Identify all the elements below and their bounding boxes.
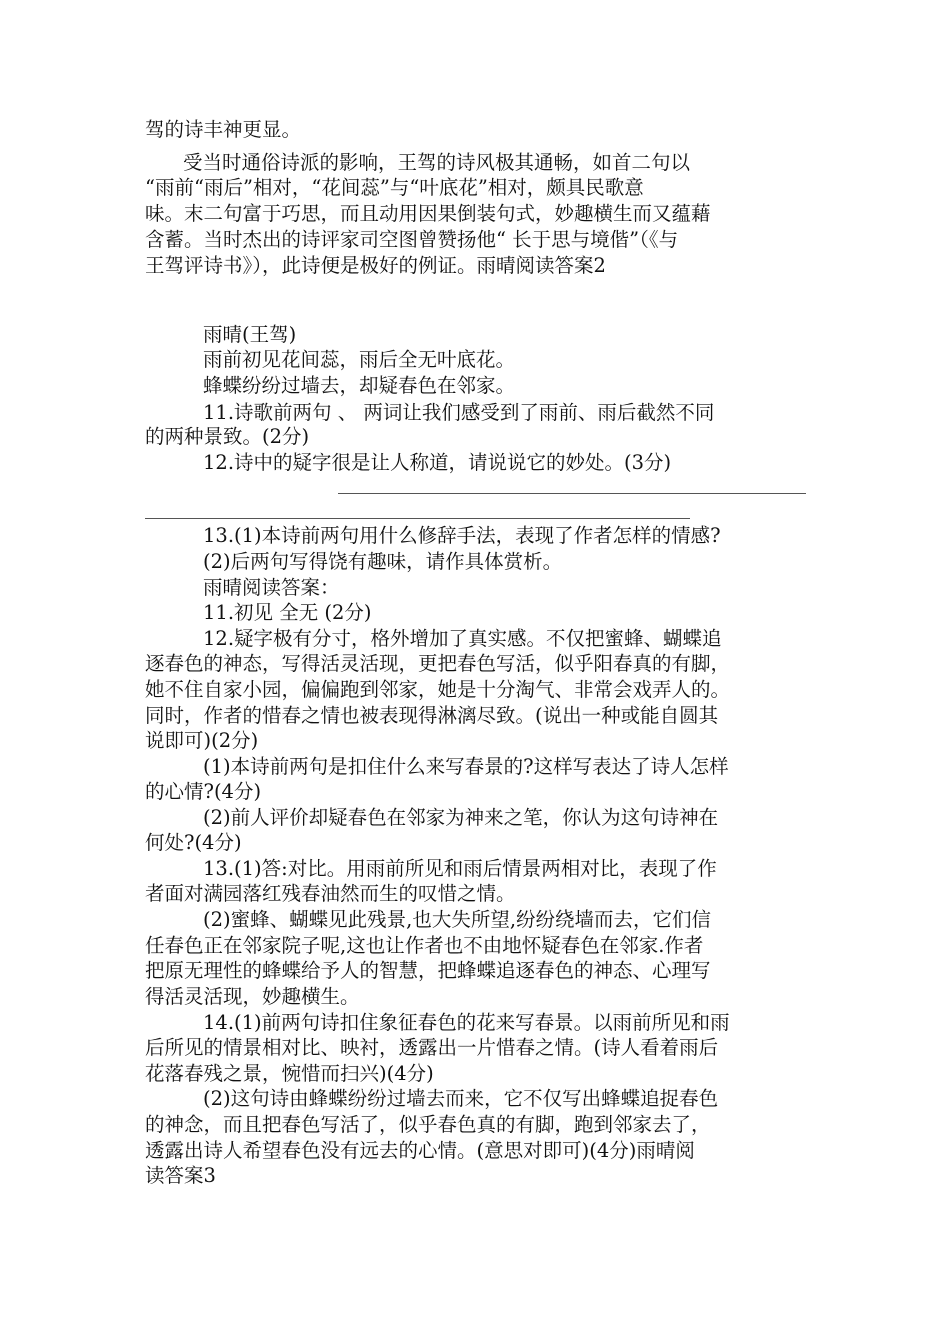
answer-line: (2)蜜蜂、蝴蝶见此残景,也大失所望,纷纷绕墙而去，它们信 (203, 908, 712, 931)
answer-line: 后所见的情景相对比、映衬，透露出一片惜春之情。(诗人看着雨后 (145, 1036, 719, 1059)
question-line: 12.诗中的疑字很是让人称道，请说说它的妙处。(3分) (203, 451, 672, 474)
text-line: 驾的诗丰神更显。 (145, 118, 302, 141)
answer-line: 逐春色的神态，写得活灵活现，更把春色写活，似乎阳春真的有脚， (145, 652, 731, 675)
answer-line: 14.(1)前两句诗扣住象征春色的花来写春景。以雨前所见和雨 (203, 1011, 730, 1034)
question-line: 的两种景致。(2分) (145, 425, 310, 448)
answer-line: 11.初见 全无 (2分) (203, 601, 372, 624)
question-line: 何处?(4分) (145, 831, 242, 854)
poem-line: 蜂蝶纷纷过墙去，却疑春色在邻家。 (203, 374, 516, 397)
answer-blank-line (145, 518, 690, 519)
answer-line: 说即可)(2分) (145, 729, 259, 752)
poem-title: 雨晴(王驾) (203, 323, 297, 346)
question-line: (2)后两句写得饶有趣味，请作具体赏析。 (203, 550, 563, 573)
text-line: 受当时通俗诗派的影响，王驾的诗风极其通畅，如首二句以 (183, 151, 691, 174)
section-heading: 雨晴阅读答案： (203, 576, 340, 599)
answer-line: 任春色正在邻家院子呢,这也让作者也不由地怀疑春色在邻家.作者 (145, 934, 704, 957)
text-line: “雨前“雨后”相对，“花间蕊”与“叶底花”相对，颇具民歌意 (145, 176, 644, 199)
question-line: 的心情?(4分) (145, 780, 262, 803)
answer-line: 的神念，而且把春色写活了，似乎春色真的有脚，跑到邻家去了， (145, 1113, 711, 1136)
answer-line: 读答案3 (145, 1164, 216, 1187)
answer-line: 透露出诗人希望春色没有远去的心情。(意思对即可)(4分)雨晴阅 (145, 1139, 695, 1162)
answer-line: 把原无理性的蜂蝶给予人的智慧，把蜂蝶追逐春色的神态、心理写 (145, 959, 711, 982)
answer-line: 得活灵活现，妙趣横生。 (145, 985, 360, 1008)
answer-line: 同时，作者的惜春之情也被表现得淋漓尽致。(说出一种或能自圆其 (145, 704, 719, 727)
question-line: 11.诗歌前两句 、 两词让我们感受到了雨前、雨后截然不同 (203, 401, 715, 424)
answer-line: 者面对满园落红残春油然而生的叹惜之情。 (145, 882, 516, 905)
question-line: 13.(1)本诗前两句用什么修辞手法，表现了作者怎样的情感? (203, 524, 721, 547)
answer-line: (2)这句诗由蜂蝶纷纷过墙去而来，它不仅写出蜂蝶追捉春色 (203, 1087, 719, 1110)
answer-line: 花落春残之景，惋惜而扫兴)(4分) (145, 1062, 434, 1085)
answer-blank-line (338, 493, 806, 494)
text-line: 王驾评诗书》），此诗便是极好的例证。雨晴阅读答案2 (145, 254, 606, 277)
question-line: (1)本诗前两句是扣住什么来写春景的?这样写表达了诗人怎样 (203, 755, 729, 778)
answer-line: 12.疑字极有分寸，格外增加了真实感。不仅把蜜蜂、蝴蝶追 (203, 627, 722, 650)
answer-line: 她不住自家小园，偏偏跑到邻家，她是十分淘气、非常会戏弄人的。 (145, 678, 731, 701)
text-line: 含蓄。当时杰出的诗评家司空图曾赞扬他“ 长于思与境偕”（《与 (145, 228, 679, 251)
poem-line: 雨前初见花间蕊，雨后全无叶底花。 (203, 348, 516, 371)
question-line: (2)前人评价却疑春色在邻家为神来之笔，你认为这句诗神在 (203, 806, 719, 829)
answer-line: 13.(1)答:对比。用雨前所见和雨后情景两相对比，表现了作 (203, 857, 717, 880)
text-line: 味。末二句富于巧思，而且动用因果倒装句式，妙趣横生而又蕴藉 (145, 202, 711, 225)
